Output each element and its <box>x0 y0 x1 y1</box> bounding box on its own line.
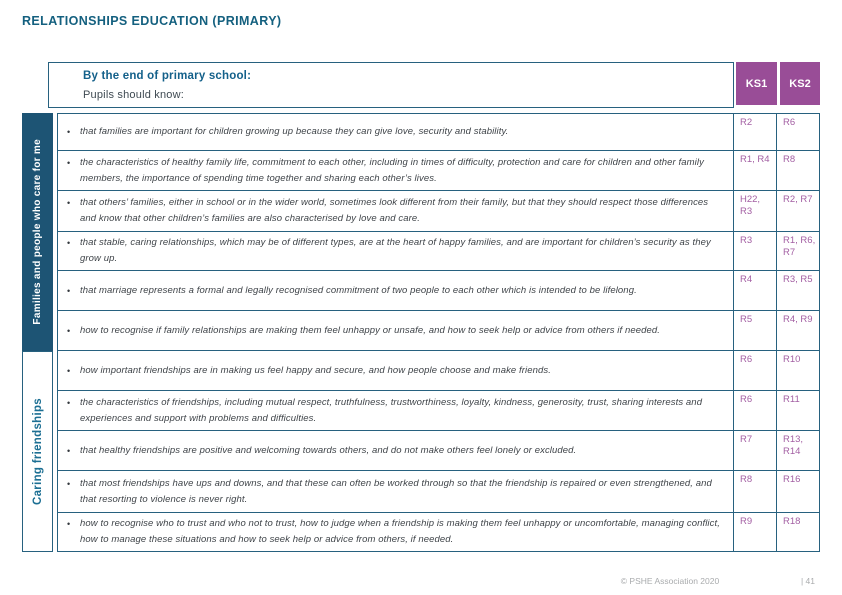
row-text: that healthy friendships are positive and welcoming towards others, and do not make others feel lonely or excluded. <box>80 444 577 456</box>
ks1-code-cell: R2 <box>734 113 777 151</box>
section-label-caring-text: Caring friendships <box>31 398 44 505</box>
table-row <box>57 151 734 191</box>
row-text: that marriage represents a formal and legally recognised commitment of two people to each other which is intended to be lifelong. <box>80 284 637 296</box>
bullet-icon: • <box>67 285 71 296</box>
ks1-code-cell: R3 <box>734 232 777 271</box>
ks2-code-cell: R11 <box>777 391 820 431</box>
ks1-column-header: KS1 <box>736 62 777 105</box>
row-text: that families are important for children growing up because they can give love, security and stability. <box>80 126 509 137</box>
ks2-column-header: KS2 <box>780 62 820 105</box>
row-text: the characteristics of healthy family life, commitment to each other, including in times of difficulty, protection and care for children and other family members, the importance of spending time together and sharing each other’s lives. <box>80 156 704 184</box>
ks1-code-cell: R5 <box>734 311 777 351</box>
ks1-code-cell: R4 <box>734 271 777 311</box>
table-row <box>57 191 734 232</box>
ks1-code-cell: H22, R3 <box>734 191 777 232</box>
bullet-icon: • <box>67 397 71 408</box>
header-subtitle: Pupils should know: <box>83 88 185 101</box>
section-label-families-text: Families and people who care for me <box>32 139 43 325</box>
bullet-icon: • <box>67 519 71 529</box>
ks2-code-cell: R18 <box>777 513 820 552</box>
table-header <box>48 62 820 108</box>
row-text: that most friendships have ups and downs, and that these can often be worked through so that the friendship is repaired or even strengthened, and that resorting to violence is never right. <box>80 477 712 505</box>
row-text: how to recognise who to trust and who not to trust, how to judge when a friendship is making them feel unhappy or uncomfortable, managing conflict, how to manage these situations and how to seek help or advice from others, if needed. <box>80 518 720 545</box>
ks2-code-cell: R16 <box>777 471 820 513</box>
ks1-code-cell: R1, R4 <box>734 151 777 191</box>
ks1-code-cell: R9 <box>734 513 777 552</box>
bullet-icon: • <box>67 198 71 208</box>
table-row <box>57 271 734 311</box>
ks2-code-cell: R4, R9 <box>777 311 820 351</box>
table-row <box>57 113 734 151</box>
table-row <box>57 311 734 351</box>
ks2-code-cell: R6 <box>777 113 820 151</box>
bullet-icon: • <box>67 157 71 168</box>
page-number: | 41 <box>800 576 815 586</box>
bullet-icon: • <box>67 478 71 489</box>
ks2-code-cell: R10 <box>777 351 820 391</box>
bullet-icon: • <box>67 238 71 248</box>
table-row <box>57 471 734 513</box>
row-text: that others’ families, either in school or in the wider world, sometimes look different from their family, but that they should respect those differences and know that other children’s families are also characterised by love and care. <box>80 197 709 224</box>
table-row <box>57 431 734 471</box>
requirements-table <box>22 113 820 552</box>
section-label-families <box>22 113 53 351</box>
table-row <box>57 513 734 552</box>
row-text: how to recognise if family relationships are making them feel unhappy or unsafe, and how to seek help or advice from others if needed. <box>80 324 661 336</box>
row-text: how important friendships are in making us feel happy and secure, and how people choose and make friends. <box>80 364 551 376</box>
ks1-code-cell: R7 <box>734 431 777 471</box>
bullet-icon: • <box>67 325 71 336</box>
ks2-code-cell: R13, R14 <box>777 431 820 471</box>
table-row <box>57 351 734 391</box>
footer-copyright: © PSHE Association 2020 <box>620 576 720 586</box>
section-label-caring <box>22 351 53 552</box>
table-row <box>57 391 734 431</box>
bullet-icon: • <box>67 445 71 456</box>
ks1-code-cell: R6 <box>734 351 777 391</box>
row-text: that stable, caring relationships, which may be of different types, are at the heart of happy families, and are important for children’s security as they grow up. <box>80 237 711 264</box>
ks2-code-cell: R8 <box>777 151 820 191</box>
page-title: RELATIONSHIPS EDUCATION (PRIMARY) <box>22 14 282 28</box>
ks2-code-cell: R3, R5 <box>777 271 820 311</box>
ks2-code-cell: R1, R6, R7 <box>777 232 820 271</box>
row-text: the characteristics of friendships, including mutual respect, truthfulness, trustworthiness, loyalty, kindness, generosity, trust, sharing interests and experiences and support with problems and difficulties. <box>80 396 703 424</box>
header-main-cell <box>48 62 734 108</box>
ks1-code-cell: R8 <box>734 471 777 513</box>
bullet-icon: • <box>67 127 71 137</box>
header-statement: By the end of primary school: <box>83 69 252 82</box>
ks2-code-cell: R2, R7 <box>777 191 820 232</box>
bullet-icon: • <box>67 365 71 376</box>
ks1-code-cell: R6 <box>734 391 777 431</box>
table-row <box>57 232 734 271</box>
